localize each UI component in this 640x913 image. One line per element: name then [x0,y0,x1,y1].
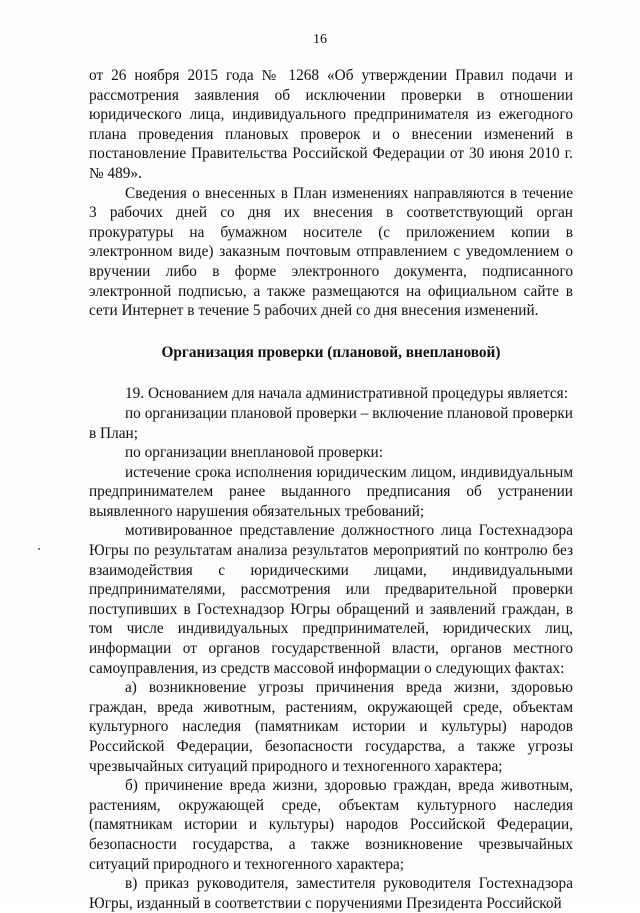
paragraph-motivated-submission: мотивированное представление должностного лица Гостехнадзора Югры по результатам анализа результатов мероприятий по контролю без взаимодействия с юридическими лицами, индивидуальными предпринимателями, рассмотрения или предварительной проверки поступивших в Гостехнадзор Югры обращений и заявлений граждан, в том числе индивидуальных предпринимателей, юридических лиц, информации от органов государственной власти, органов местного самоуправления, из средств массовой информации о следующих фактах: [89,522,573,677]
paragraph-planned-inspection: по организации плановой проверки – включение плановой проверки в План; [89,404,573,442]
scan-speck [38,548,40,550]
paragraph-clause-19: 19. Основанием для начала административной процедуры является: [125,385,568,403]
paragraph-deadline-expiry: истечение срока исполнения юридическим лицом, индивидуальным предпринимателем ранее выданного предписания об устранении выявленного нарушения обязательных требований; [89,463,573,520]
list-item-a: а) возникновение угрозы причинения вреда жизни, здоровью граждан, вреда животным, растениям, окружающей среде, объектам культурного наследия (памятникам истории и культуры) народов Российской Федерации, безопасности государства, а также угрозы чрезвычайных ситуаций природного и техногенного характера; [89,679,573,775]
paragraph-plan-changes: Сведения о внесенных в План изменениях направляются в течение 3 рабочих дней со дня их внесения в соответствующий орган прокуратуры на бумажном носителе (с приложением копии в электронном виде) заказным почтовым отправлением с уведомлением о вручении либо в форме электронного документа, подписанного электронной подписью, а также размещаются на официальном сайте в сети Интернет в течение 5 рабочих дней со дня внесения изменений. [89,184,573,320]
page-number: 16 [313,32,327,47]
list-item-b: б) причинение вреда жизни, здоровью граждан, вреда животным, растениям, окружающей среде, объектам культурного наследия (памятникам истории и культуры) народов Российской Федерации, безопасности государства, а также возникновение чрезвычайных ситуаций природного и техногенного характера; [89,777,573,873]
paragraph-continuation: от 26 ноября 2015 года № 1268 «Об утверждении Правил подачи и рассмотрения заявления об исключении проверки в отношении юридического лица, индивидуального предпринимателя из ежегодного плана проведения плановых проверок и о внесении изменений в постановление Правительства Российской Федерации от 30 июня 2010 г. № 489». [89,67,573,182]
section-heading: Организация проверки (плановой, внеплановой) [161,343,501,361]
document-body [89,66,573,913]
list-item-v: в) приказ руководителя, заместителя руководителя Гостехнадзора Югры, изданный в соответствии с поручениями Президента Российской [89,875,573,912]
paragraph-unplanned-inspection: по организации внеплановой проверки: [125,444,383,462]
